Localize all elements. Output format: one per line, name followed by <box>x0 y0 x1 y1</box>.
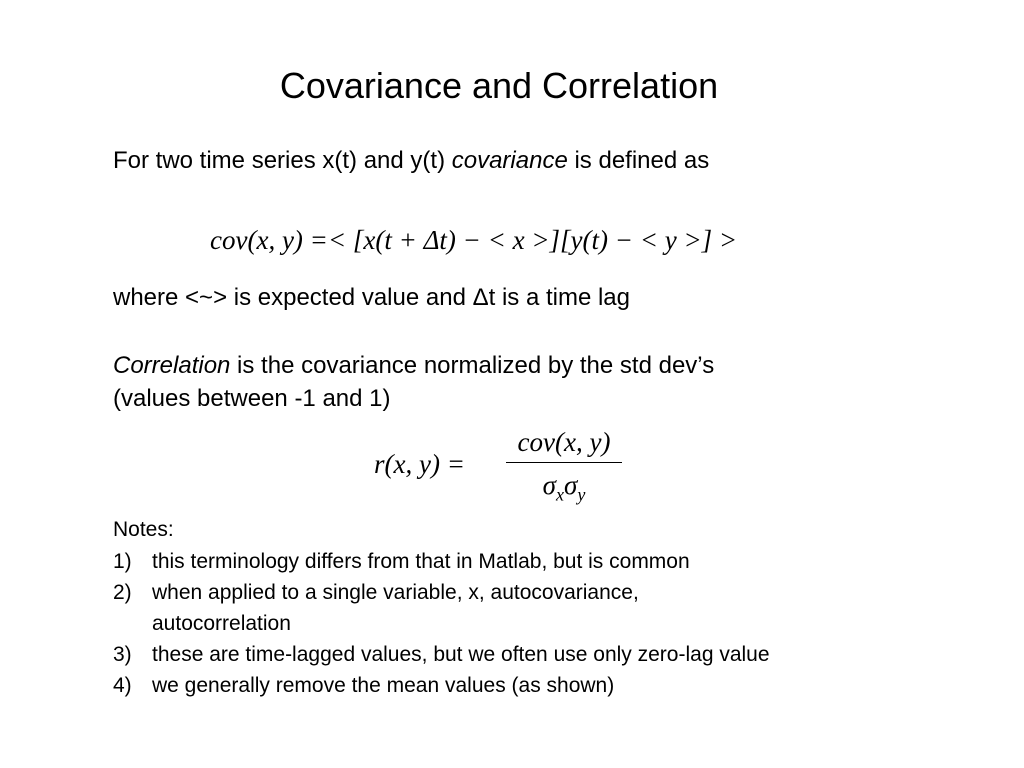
note-text: we generally remove the mean values (as shown) <box>152 674 615 697</box>
correlation-term: Correlation <box>113 352 231 379</box>
notes-list <box>113 546 993 701</box>
note-text: when applied to a single variable, x, autocovariance, autocorrelation <box>152 581 639 635</box>
note-text: these are time-lagged values, but we often use only zero-lag value <box>152 643 770 666</box>
note-number: 1) <box>113 550 132 573</box>
note-number: 2) <box>113 581 132 604</box>
note-number: 4) <box>113 674 132 697</box>
note-item <box>113 670 993 701</box>
correlation-fraction <box>506 424 622 510</box>
slide-title: Covariance and Correlation <box>279 65 719 106</box>
covariance-equation-rhs: < [x(t + Δt) − < x >][y(t) − < y >] > <box>327 225 738 255</box>
sigma-x-subscript: x <box>556 484 564 505</box>
note-item <box>113 546 993 577</box>
intro-prefix: For two time series x(t) and y(t) <box>113 147 452 174</box>
intro-line <box>113 145 709 177</box>
covariance-equation-lhs: cov(x, y) = <box>210 225 328 255</box>
correlation-equation-lhs: r(x, y) = <box>374 449 465 479</box>
sigma-y-subscript: y <box>577 484 586 505</box>
fraction-numerator: cov(x, y) <box>517 427 611 457</box>
fraction-denominator <box>506 469 622 510</box>
note-number: 3) <box>113 643 132 666</box>
note-item <box>113 577 993 639</box>
notes-heading: Notes: <box>113 518 174 541</box>
correlation-line-2: (values between -1 and 1) <box>113 385 391 412</box>
sigma-y-symbol: σ <box>564 470 578 500</box>
note-item <box>113 639 993 670</box>
correlation-line-1 <box>113 350 714 382</box>
intro-suffix: is defined as <box>567 147 710 174</box>
covariance-term: covariance <box>451 147 568 174</box>
correlation-line-1-suffix: is the covariance normalized by the std dev’s <box>230 352 715 379</box>
where-line: where <~> is expected value and Δt is a time lag <box>113 284 630 311</box>
covariance-equation <box>210 222 737 258</box>
note-text: this terminology differs from that in Matlab, but is common <box>152 550 690 573</box>
fraction-bar <box>506 462 622 463</box>
sigma-x-symbol: σ <box>542 470 556 500</box>
